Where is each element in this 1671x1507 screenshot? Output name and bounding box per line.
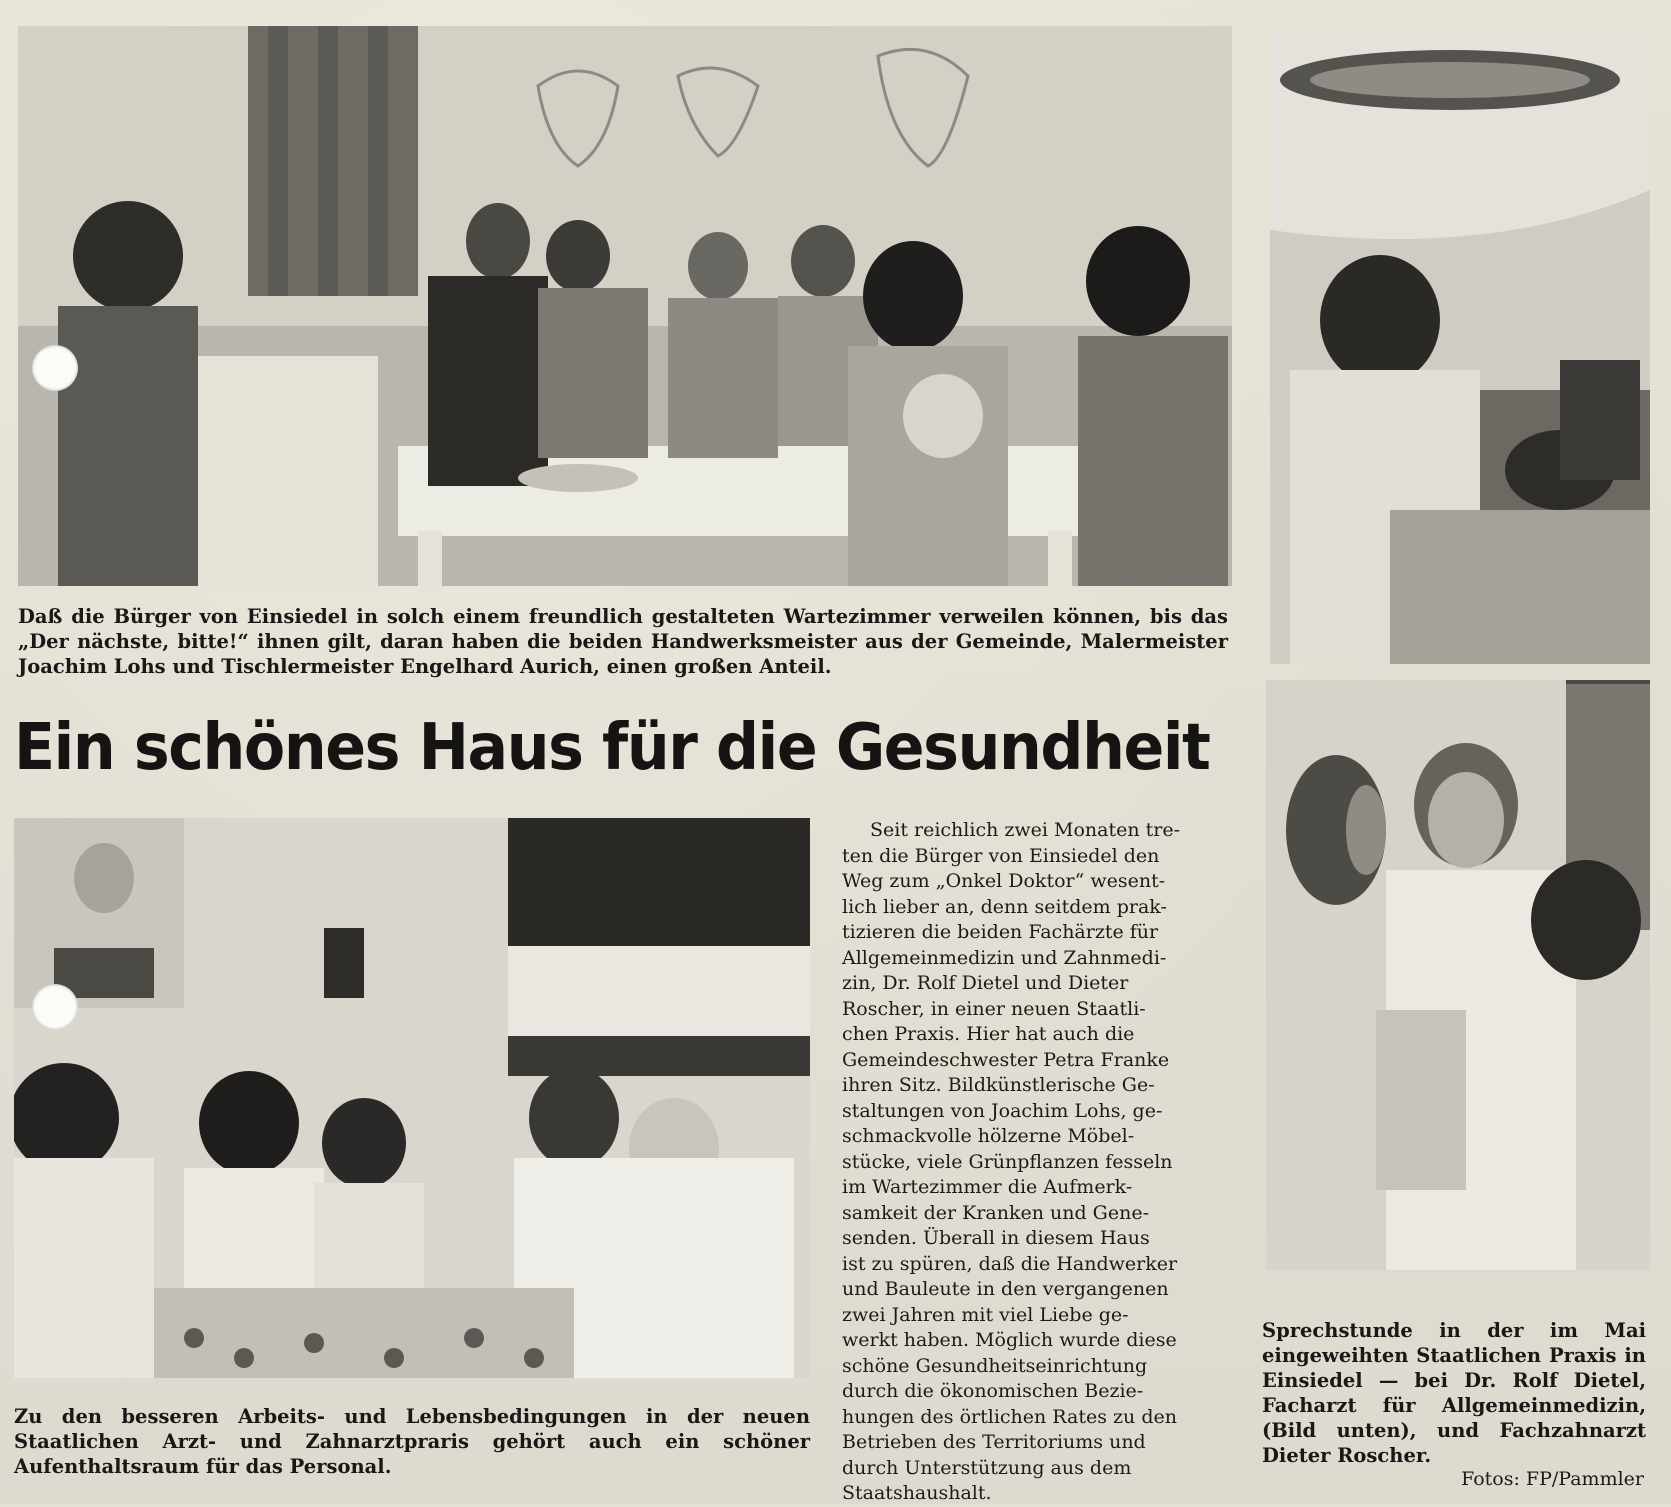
photo-doctor-portrait-image	[1266, 680, 1650, 1270]
article-line: ihren Sitz. Bildkünstlerische Ge-	[842, 1074, 1155, 1096]
article-line: staltungen von Joachim Lohs, ge-	[842, 1099, 1163, 1122]
article-line: schöne Gesundheitseinrichtung	[842, 1354, 1148, 1377]
article-line: durch Unterstützung aus dem	[842, 1456, 1132, 1479]
photo-dental-treatment	[1270, 30, 1650, 664]
photo-credit: Fotos: FP/Pammler	[1461, 1468, 1644, 1490]
article-line: chen Praxis. Hier hat auch die	[842, 1023, 1135, 1045]
photo-staff-room-image	[14, 818, 810, 1378]
caption-waiting-room: Daß die Bürger von Einsiedel in solch einem freundlich gestalteten Wartezimmer verweilen können, bis das „Der nächste, bitte!“ ihnen gilt, daran haben die beiden Handwerksmeister aus der Gemeinde, Malermeister Joachim Lohs und Tischlermeister Engelhard Aurich, einen großen Anteil.	[18, 605, 1228, 678]
article-line: Gemeindeschwester Petra Franke	[842, 1048, 1170, 1071]
article-line: Allgemeinmedizin und Zahnmedi-	[842, 946, 1167, 969]
article-line: zin, Dr. Rolf Dietel und Dieter	[842, 972, 1129, 994]
article-line: stücke, viele Grünpflanzen fesseln	[842, 1150, 1173, 1173]
article-line: senden. Überall in diesem Haus	[842, 1227, 1150, 1249]
article-line: Weg zum „Onkel Doktor“ wesent-	[842, 870, 1166, 892]
article-line: zwei Jahren mit viel Liebe ge-	[842, 1303, 1129, 1326]
photo-doctor-portrait	[1266, 680, 1650, 1270]
article-line: tizieren die beiden Fachärzte für	[842, 921, 1159, 943]
article-line: hungen des örtlichen Rates zu den	[842, 1405, 1177, 1428]
article-line: ist zu spüren, daß die Handwerker	[842, 1252, 1178, 1275]
article-line: lich lieber an, denn seitdem prak-	[842, 895, 1167, 918]
article-line: Seit reichlich zwei Monaten tre-	[870, 819, 1180, 841]
punch-hole-upper	[32, 345, 78, 391]
photo-staff-room	[14, 818, 810, 1378]
article-headline: Ein schönes Haus für die Gesundheit	[14, 711, 1210, 785]
photo-waiting-room	[18, 26, 1232, 586]
article-line: schmackvolle hölzerne Möbel-	[842, 1125, 1135, 1147]
punch-hole-lower	[32, 984, 78, 1030]
photo-dental-treatment-image	[1270, 30, 1650, 664]
caption-staff-room: Zu den besseren Arbeits- und Lebensbedingungen in der neuen Staatlichen Arzt- und Zahnarztpraris gehört auch ein schöner Aufenthaltsraum für das Personal.	[14, 1405, 810, 1478]
article-line: ten die Bürger von Einsiedel den	[842, 844, 1160, 867]
article-line: durch die ökonomischen Bezie-	[842, 1380, 1144, 1402]
article-line: und Bauleute in den vergangenen	[842, 1278, 1169, 1300]
article-line: samkeit der Kranken und Gene-	[842, 1201, 1150, 1224]
article-line: im Wartezimmer die Aufmerk-	[842, 1176, 1133, 1198]
article-body	[842, 818, 1200, 1507]
article-line: Roscher, in einer neuen Staatli-	[842, 997, 1146, 1020]
article-line: werkt haben. Möglich wurde diese	[842, 1329, 1177, 1351]
photo-waiting-room-image	[18, 26, 1232, 586]
article-line: Betrieben des Territoriums und	[842, 1431, 1146, 1453]
article-line: Staatshaushalt.	[842, 1482, 992, 1504]
caption-consultation: Sprechstunde in der im Mai eingeweihten Staatlichen Praxis in Einsiedel — bei Dr. Rolf Dietel, Facharzt für Allgemeinmedizin, (Bild unten), und Fachzahnarzt Dieter Roscher.	[1262, 1319, 1646, 1467]
